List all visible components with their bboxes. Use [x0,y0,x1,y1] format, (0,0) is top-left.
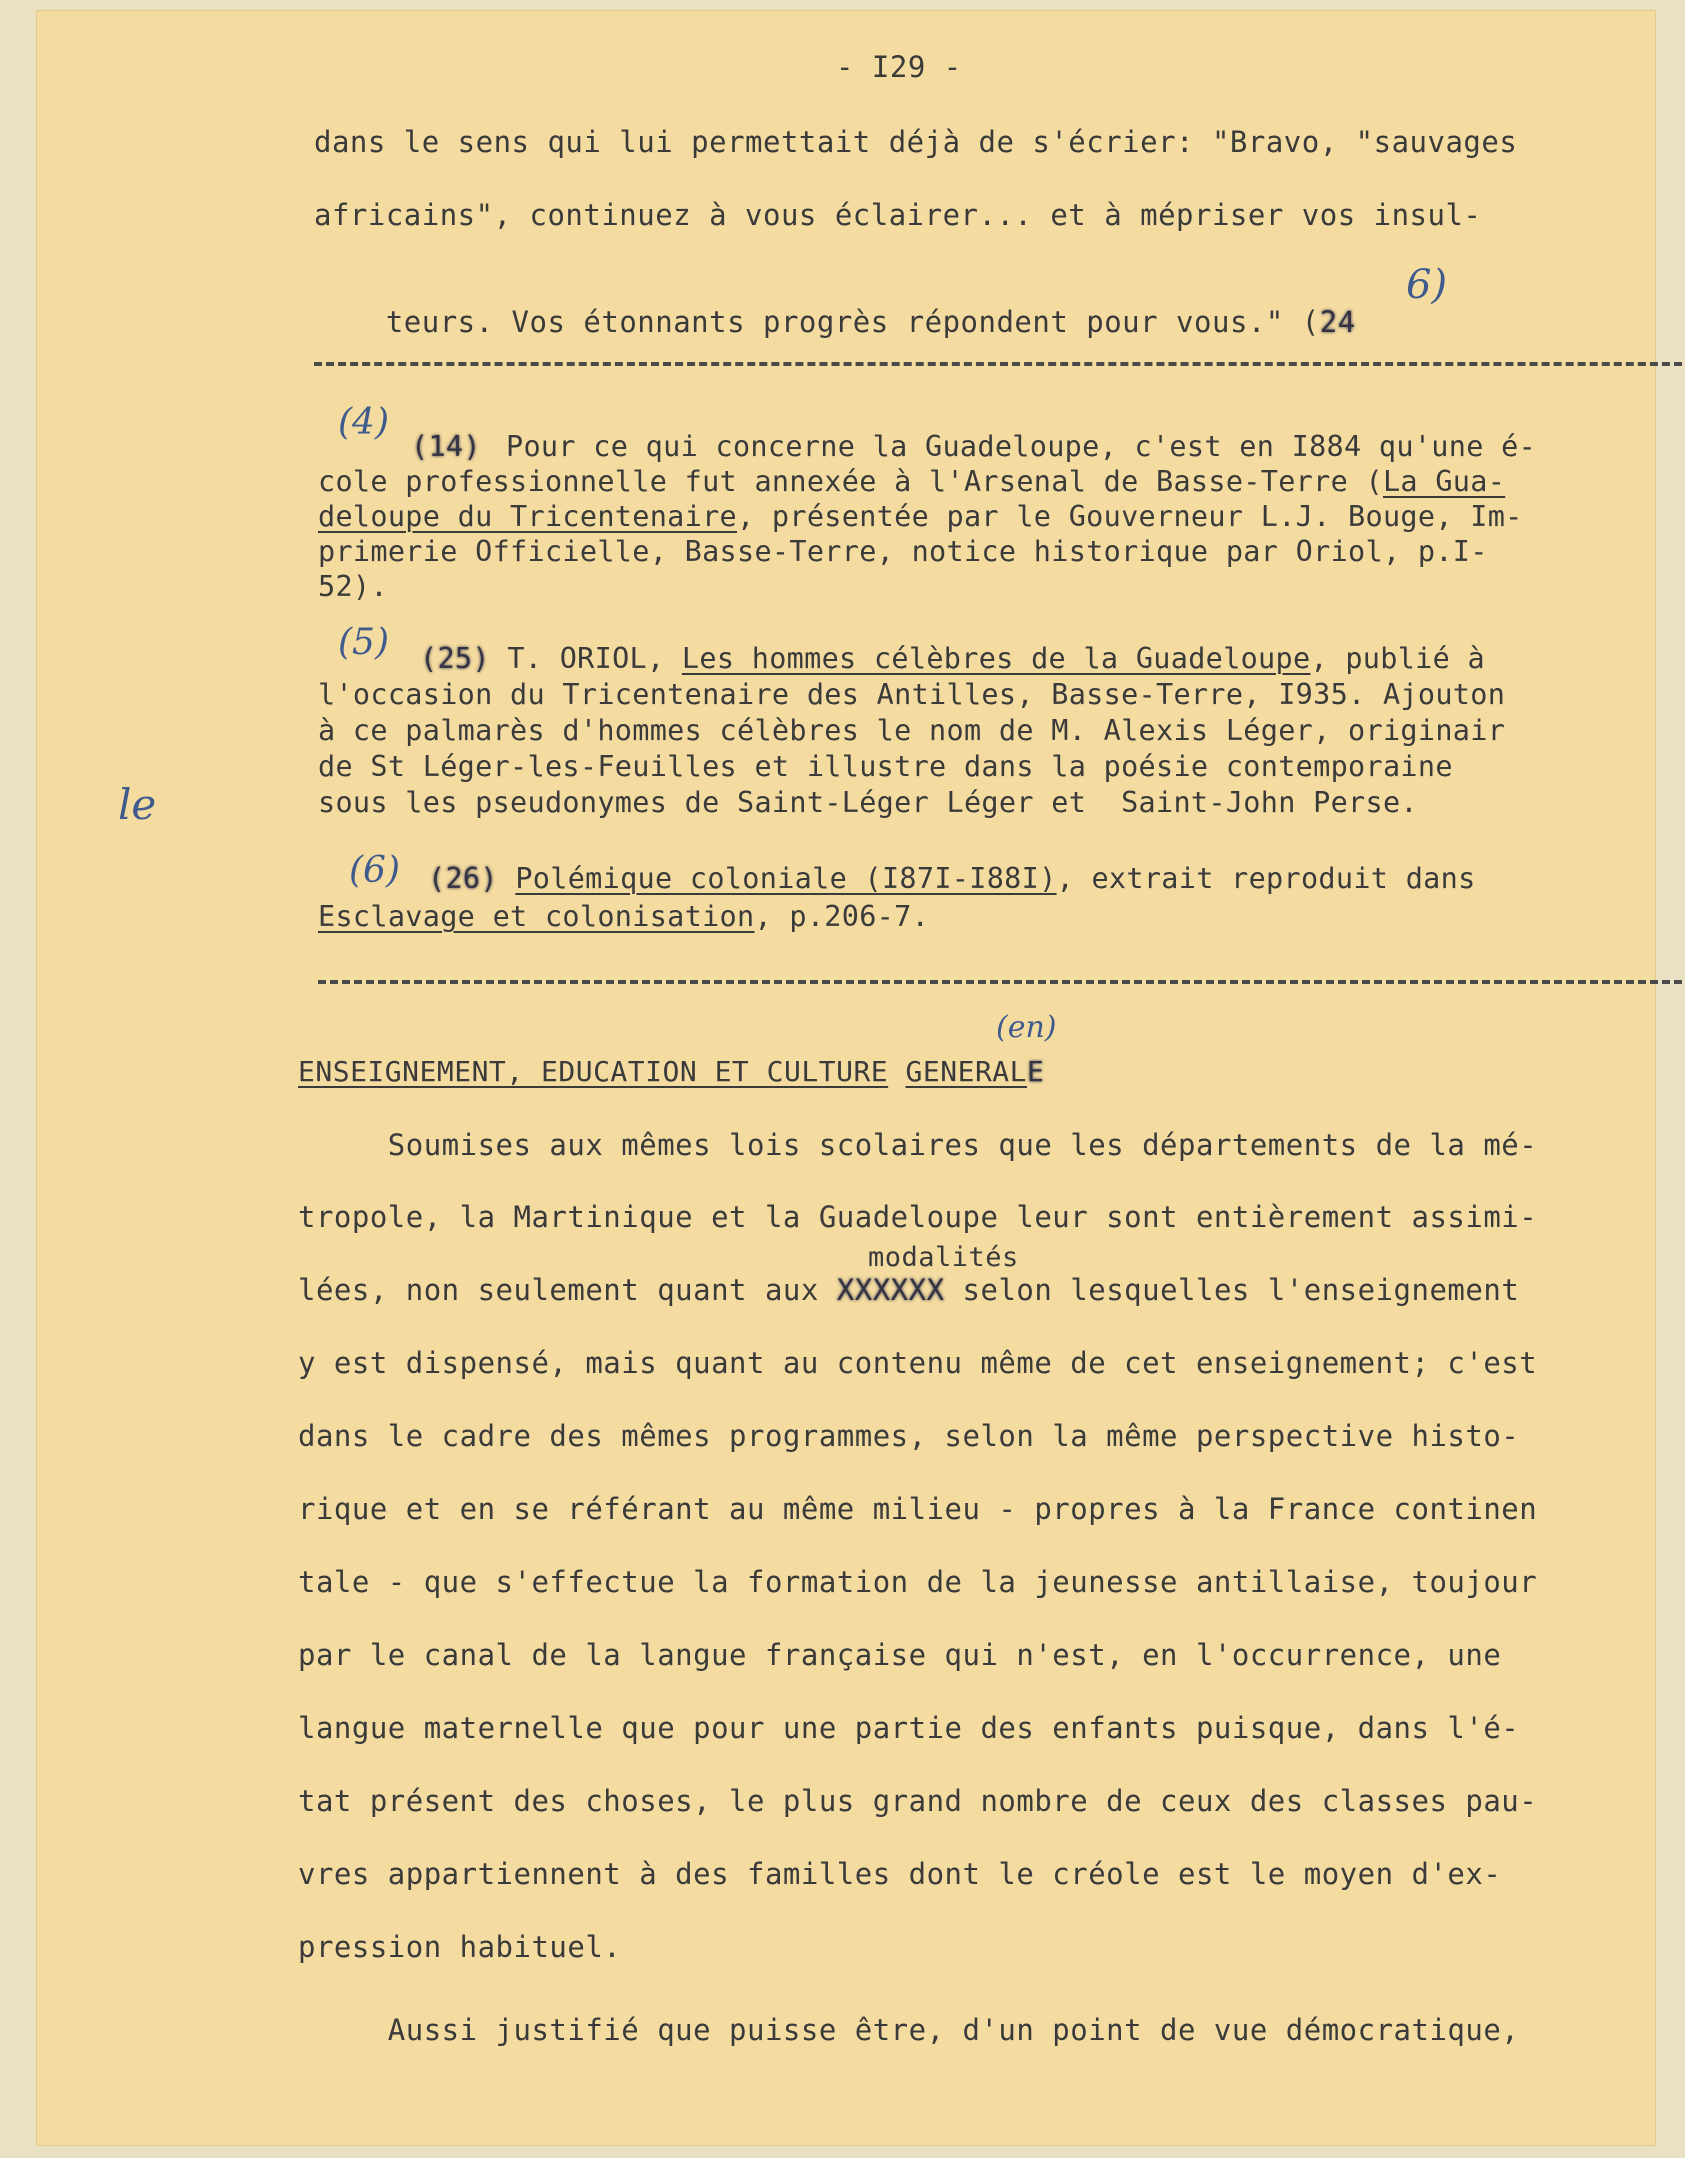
top-paragraph-line-3 [314,271,1356,373]
top-paragraph-line-2: africains", continuez à vous éclairer... et à mépriser vos insul- [314,198,1482,232]
heading-handwritten-insert: (en) [996,1010,1057,1045]
footnote-4-line-3: deloupe du Tricentenaire, présentée par le Gouverneur L.J. Bouge, Im- [318,500,1523,533]
body-line-3: lées, non seulement quant aux XXXXXX selon lesquelles l'enseignement [298,1273,1520,1307]
typescript-page [36,10,1656,2146]
footnote-5-hand-mark: (5) [338,622,389,663]
footnote-5-struck-number: (25) [420,642,490,675]
footnote-4-line-2: cole professionnelle fut annexée à l'Arsenal de Basse-Terre (La Gua- [318,465,1506,498]
footnote-separator-bottom [318,980,1685,984]
footnote-4-hand-mark: (4) [338,402,389,443]
footnote-separator-top [314,362,1685,366]
footnote-5-line-4: de St Léger-les-Feuilles et illustre dans la poésie contemporaine [318,750,1453,783]
body-line-10: tat présent des choses, le plus grand nombre de ceux des classes pau- [298,1784,1538,1818]
interlinear-insert: modalités [868,1242,1019,1273]
footnote-5-line-3: à ce palmarès d'hommes célèbres le nom de M. Alexis Léger, originair [318,714,1506,747]
section-heading-text: ENSEIGNEMENT, EDUCATION ET CULTURE [298,1055,889,1088]
footnote-5-line-2: l'occasion du Tricentenaire des Antilles, Basse-Terre, I935. Ajouton [318,678,1506,711]
footnote-4-struck-number: (14) [411,430,481,463]
body-line-13: Aussi justifié que puisse être, d'un point de vue démocratique, [298,2013,1520,2047]
page-number: - I29 - [836,50,962,84]
footnote-5-line-1: (25) T. ORIOL, Les hommes célèbres de la Guadeloupe, publié à [420,642,1486,675]
footnote-4-line-1: Pour ce qui concerne la Guadeloupe, c'est en I884 qu'une é- [506,430,1537,463]
footnote-6-struck-number: (26) [428,862,498,895]
body-line-8: par le canal de la langue française qui n'est, en l'occurrence, une [298,1638,1502,1672]
heading-struck-tail: E [1027,1055,1045,1088]
footnote-4-line-4: primerie Officielle, Basse-Terre, notice historique par Oriol, p.I- [318,535,1488,568]
section-heading-after: GENERAL [905,1055,1028,1088]
handwritten-footnote-ref: 6) [1406,262,1448,308]
footnote-5-title: Les hommes célèbres de la Guadeloupe [681,642,1311,675]
body-line-11: vres appartiennent à des familles dont le créole est le moyen d'ex- [298,1857,1502,1891]
footnote-4-title-end: deloupe du Tricentenaire [318,500,738,533]
top-paragraph-line-1: dans le sens qui lui permettait déjà de s'écrier: "Bravo, "sauvages [314,125,1518,159]
footnote-4-title-start: La Gua- [1382,465,1506,498]
top-paragraph-text: teurs. Vos étonnants progrès répondent pour vous." ( [385,305,1320,339]
struck-footnote-ref: 24 [1319,305,1356,339]
section-heading [298,1055,1044,1088]
body-line-9: langue maternelle que pour une partie des enfants puisque, dans l'é- [298,1711,1520,1745]
footnote-6-line-1: (26) Polémique coloniale (I87I-I88I), extrait reproduit dans [428,862,1476,895]
margin-handwritten-note: le [118,780,157,829]
body-line-6: rique et en se référant au même milieu - propres à la France continen [298,1492,1538,1526]
footnote-5-line-5: sous les pseudonymes de Saint-Léger Léger et Saint-John Perse. [318,786,1418,819]
body-line-1: Soumises aux mêmes lois scolaires que les départements de la mé- [298,1128,1538,1162]
footnote-6-title-2: Esclavage et colonisation [318,900,755,933]
body-line-7: tale - que s'effectue la formation de la jeunesse antillaise, toujour [298,1565,1538,1599]
footnote-6-line-2: Esclavage et colonisation, p.206-7. [318,900,930,933]
body-line-5: dans le cadre des mêmes programmes, selon la même perspective histo- [298,1419,1520,1453]
body-line-12: pression habituel. [298,1930,622,1964]
struck-word: XXXXXX [836,1273,945,1307]
footnote-6-title: Polémique coloniale (I87I-I88I) [515,862,1057,895]
footnote-6-hand-mark: (6) [349,850,400,891]
body-line-4: y est dispensé, mais quant au contenu même de cet enseignement; c'est [298,1346,1538,1380]
footnote-4-line-5: 52). [318,570,388,603]
body-line-2: tropole, la Martinique et la Guadeloupe leur sont entièrement assimi- [298,1200,1538,1234]
